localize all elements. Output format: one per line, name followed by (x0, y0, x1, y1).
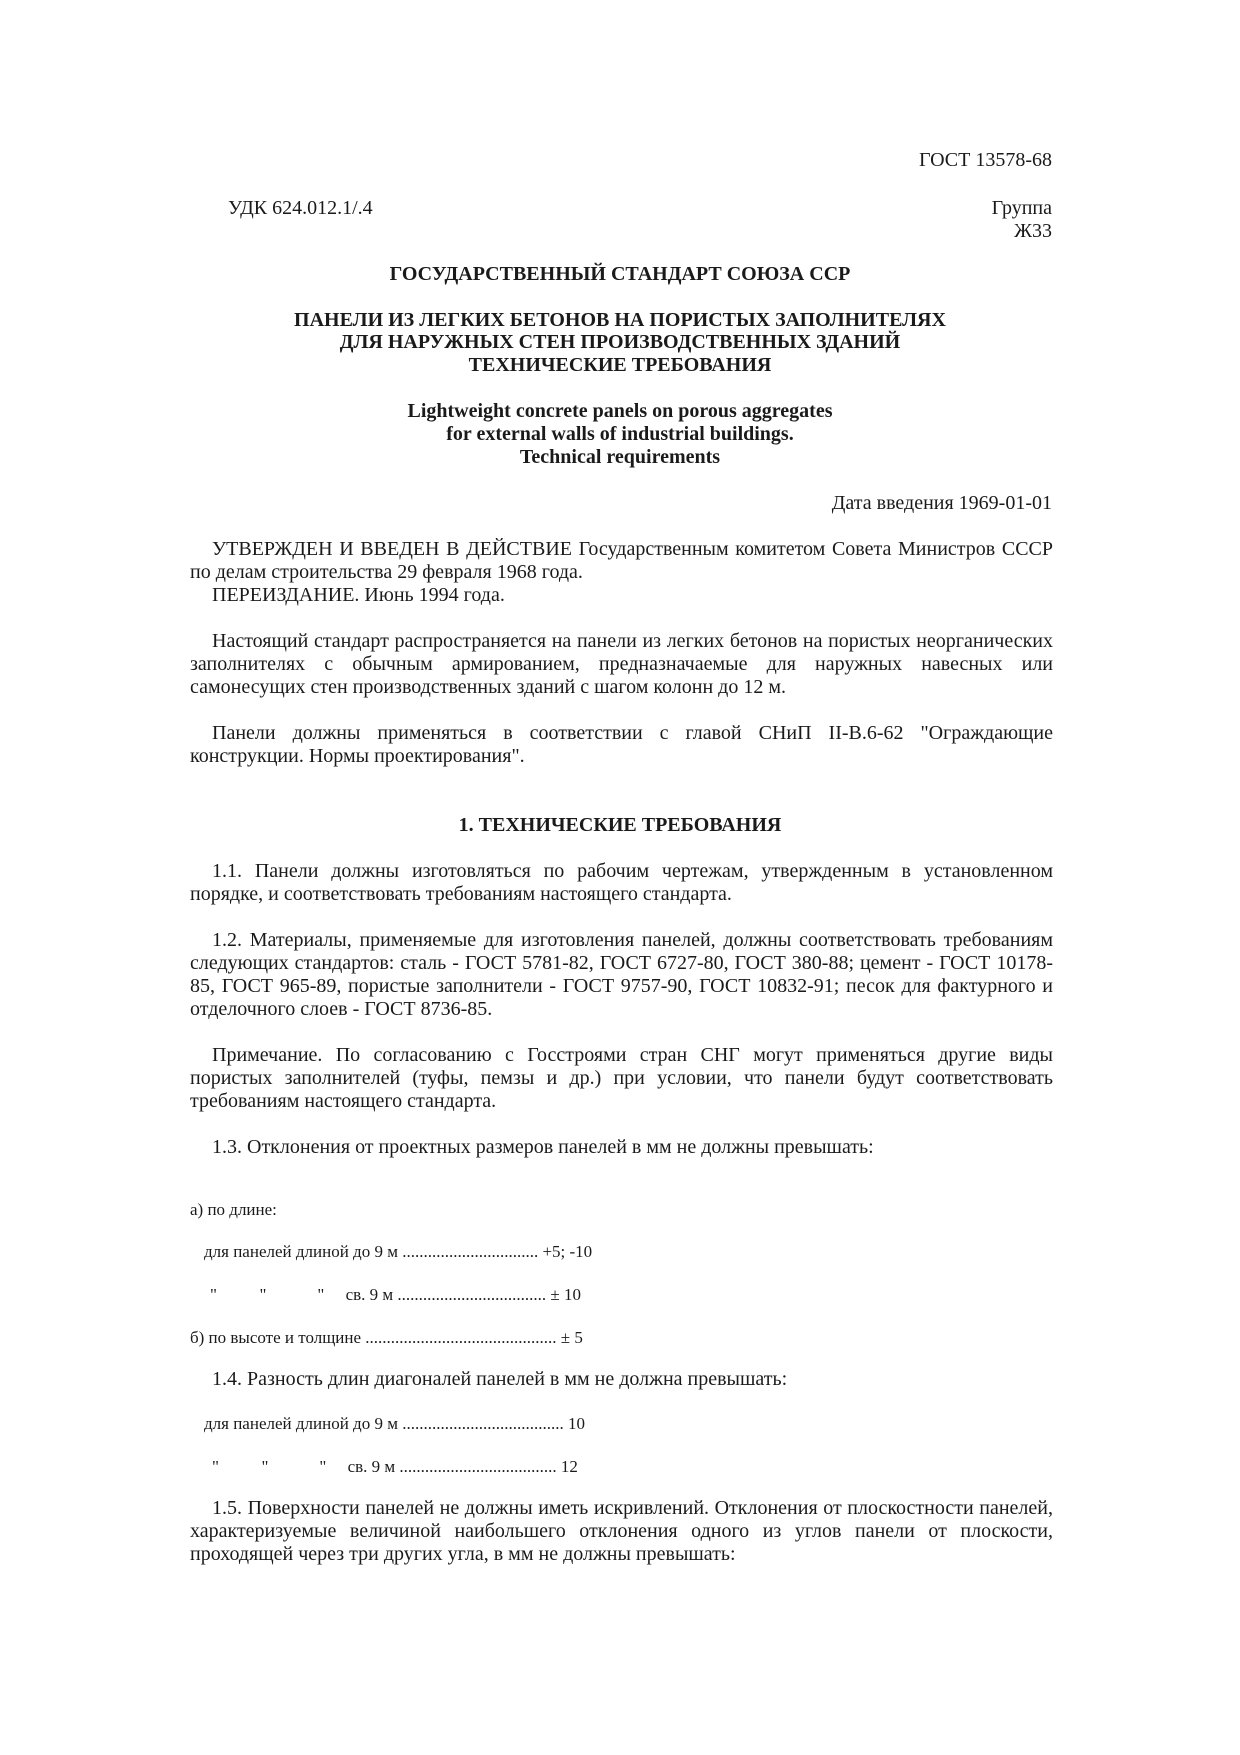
approval-paragraph (190, 538, 1053, 584)
title-en-line-2: for external walls of industrial buildings. (446, 423, 794, 445)
length-row-2: " " " св. 9 м ................................... ± 10 (210, 1285, 581, 1304)
title-ru-line-3: ТЕХНИЧЕСКИЕ ТРЕБОВАНИЯ (468, 354, 772, 376)
diagonal-row-2: " " " св. 9 м ..................................... 12 (212, 1457, 578, 1476)
reissue-text: ПЕРЕИЗДАНИЕ. Июнь 1994 года. (212, 584, 505, 606)
clause-1-2-text: 1.2. Материалы, применяемые для изготовления панелей, должны соответствовать требованиям следующих стандартов: сталь - ГОСТ 5781-82, ГОСТ 6727-80, ГОСТ 380-88; цемент - ГОСТ 10178-85, ГОСТ 965-89, пористые заполнители - ГОСТ 9757-90, ГОСТ 10832-91; песок для фактурного и отделочного слоев - ГОСТ 8736-85. (190, 929, 1053, 1020)
application-paragraph (190, 722, 1053, 768)
clause-1-4 (190, 1368, 1053, 1391)
clause-1-5-text: 1.5. Поверхности панелей не должны иметь искривлений. Отклонения от плоскостности панелей, характеризуемые величиной наибольшего отклонения одного из углов панели от плоскости, проходящей через три других угла, в мм не должны превышать: (190, 1497, 1053, 1565)
length-row-1: для панелей длиной до 9 м ................................ +5; -10 (204, 1242, 593, 1261)
clause-1-4-text: 1.4. Разность длин диагоналей панелей в мм не должна превышать: (212, 1368, 788, 1390)
scope-paragraph (190, 630, 1053, 699)
udk-code: УДК 624.012.1/.4 (228, 197, 373, 219)
clause-1-2 (190, 929, 1053, 1021)
state-standard-title: ГОСУДАРСТВЕННЫЙ СТАНДАРТ СОЮЗА ССР (389, 263, 851, 285)
title-ru-line-1: ПАНЕЛИ ИЗ ЛЕГКИХ БЕТОНОВ НА ПОРИСТЫХ ЗАПОЛНИТЕЛЯХ (294, 309, 946, 331)
group-code: Ж33 (1014, 220, 1052, 242)
title-en-line-1: Lightweight concrete panels on porous aggregates (407, 400, 833, 422)
clause-1-1 (190, 860, 1053, 906)
approval-text: УТВЕРЖДЕН И ВВЕДЕН В ДЕЙСТВИЕ Государственным комитетом Совета Министров СССР по делам строительства 29 февраля 1968 года. (190, 538, 1053, 583)
note-paragraph (190, 1044, 1053, 1113)
height-thickness-row: б) по высоте и толщине ............................................. ± 5 (190, 1328, 583, 1347)
scope-text: Настоящий стандарт распространяется на панели из легких бетонов на пористых неорганических заполнителях с обычным армированием, предназначаемые для наружных навесных или самонесущих стен производственных зданий с шагом колонн до 12 м. (190, 630, 1053, 698)
gost-number: ГОСТ 13578-68 (919, 149, 1052, 171)
group-label: Группа (991, 197, 1052, 219)
note-text: Примечание. По согласованию с Госстроями стран СНГ могут применяться другие виды пористых заполнителей (туфы, пемзы и др.) при условии, что панели будут соответствовать требованиям настоящего стандарта. (190, 1044, 1053, 1112)
clause-1-3 (190, 1136, 1053, 1159)
title-ru-line-2: ДЛЯ НАРУЖНЫХ СТЕН ПРОИЗВОДСТВЕННЫХ ЗДАНИЙ (339, 331, 901, 353)
title-en-line-3: Technical requirements (519, 446, 721, 468)
length-label: а) по длине: (190, 1200, 277, 1219)
clause-1-1-text: 1.1. Панели должны изготовляться по рабочим чертежам, утвержденным в установленном порядке, и соответствовать требованиям настоящего стандарта. (190, 860, 1053, 905)
date-introduction: Дата введения 1969-01-01 (831, 492, 1052, 514)
diagonal-row-1: для панелей длиной до 9 м ...................................... 10 (204, 1414, 585, 1433)
clause-1-3-text: 1.3. Отклонения от проектных размеров панелей в мм не должны превышать: (212, 1136, 874, 1158)
clause-1-5 (190, 1497, 1053, 1566)
reissue-paragraph (190, 584, 1053, 607)
section-heading: 1. ТЕХНИЧЕСКИЕ ТРЕБОВАНИЯ (458, 814, 782, 836)
application-text: Панели должны применяться в соответствии с главой СНиП II-В.6-62 "Ограждающие конструкции. Нормы проектирования". (190, 722, 1053, 767)
